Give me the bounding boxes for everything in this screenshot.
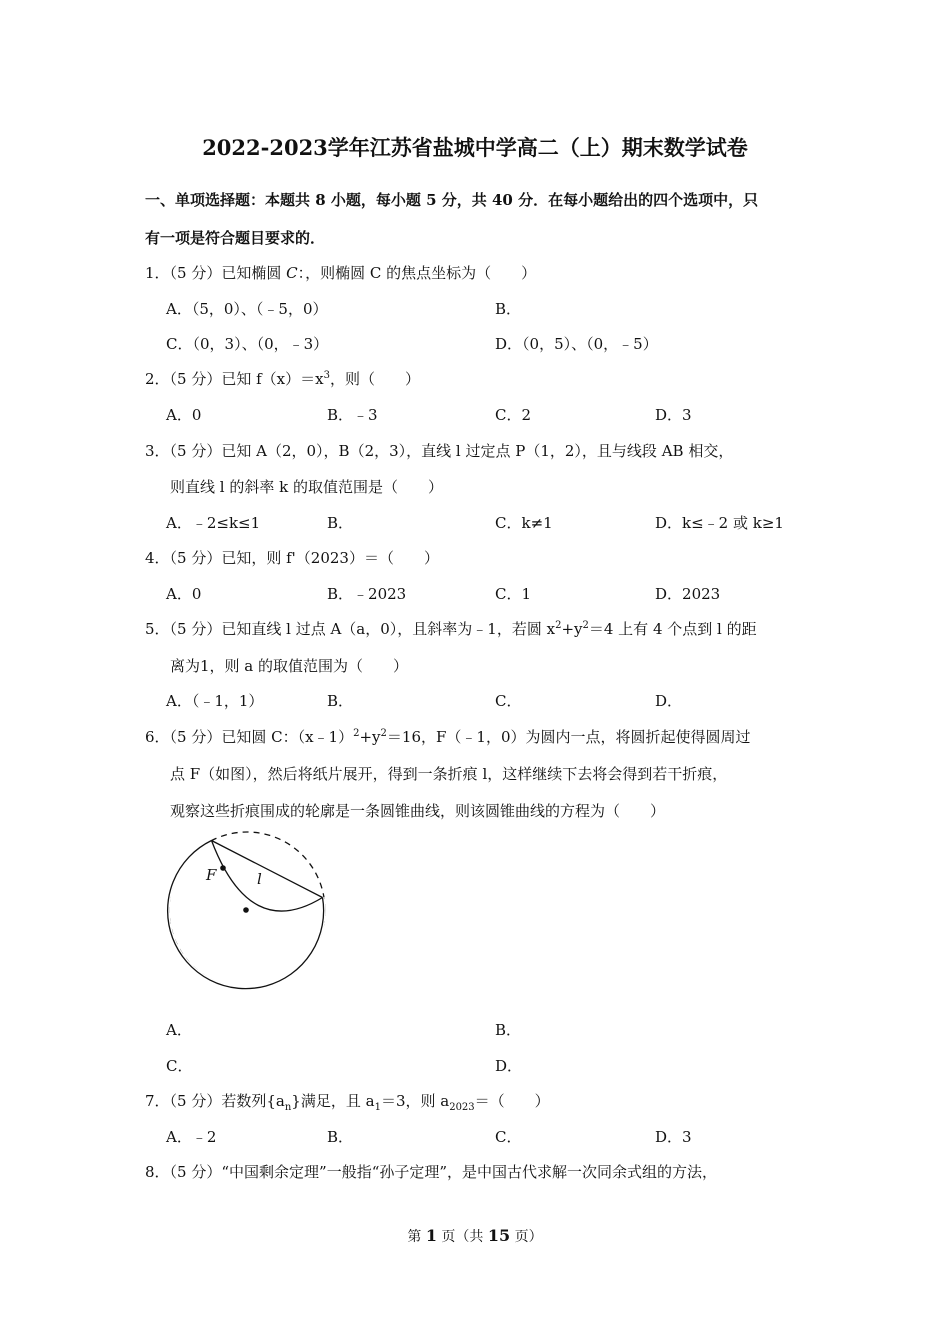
question-1-var: C bbox=[286, 264, 298, 282]
question-2-prefix: 2．（5 分）已知 f（x）＝x bbox=[145, 370, 324, 388]
question-3-option-a: A．﹣2≤k≤1 bbox=[166, 514, 261, 532]
footer-mid: 页（共 bbox=[436, 1229, 488, 1245]
folded-circle-figure bbox=[160, 822, 340, 1000]
section-heading-line2: 有一项是符合题目要求的． bbox=[145, 229, 326, 247]
question-5-line1a: 5．（5 分）已知直线 l 过点 A（a，0），且斜率为﹣1，若圆 x bbox=[145, 620, 556, 638]
question-5-stem-line2: 离为1，则 a 的取值范围为（ ） bbox=[170, 657, 409, 675]
question-2-option-c: C．2 bbox=[495, 406, 532, 424]
question-6-line1b: +y bbox=[359, 728, 381, 746]
question-1-stem bbox=[145, 262, 536, 283]
circle-solid-arc bbox=[168, 841, 324, 989]
question-7-option-d: D．3 bbox=[655, 1128, 692, 1146]
question-6-sup1: 2 bbox=[353, 728, 360, 739]
question-1-option-a: A．（5，0）、（﹣5，0） bbox=[166, 300, 328, 318]
question-2-stem bbox=[145, 368, 420, 389]
question-7-suffix: ＝（ ） bbox=[474, 1092, 550, 1110]
question-7-sub1: n bbox=[284, 1102, 292, 1113]
question-3-stem-line2: 则直线 l 的斜率 k 的取值范围是（ ） bbox=[170, 478, 443, 496]
question-7-prefix: 7．（5 分）若数列{a bbox=[145, 1092, 285, 1110]
question-6-stem-line3: 观察这些折痕围成的轮廓是一条圆锥曲线，则该圆锥曲线的方程为（ ） bbox=[170, 802, 666, 820]
question-6-line1c: ＝16，F（﹣1，0）为圆内一点，将圆折起使得圆周过 bbox=[386, 728, 751, 746]
question-6-stem-line2: 点 F（如图），然后将纸片展开，得到一条折痕 l，这样继续下去将会得到若干折痕， bbox=[170, 765, 728, 783]
question-3-stem-line1: 3．（5 分）已知 A（2，0），B（2，3），直线 l 过定点 P（1，2），且与线段 AB 相交， bbox=[145, 442, 734, 460]
question-2-suffix: ，则（ ） bbox=[329, 370, 420, 388]
question-5-option-a: A．（﹣1，1） bbox=[166, 692, 264, 710]
question-6-option-a: A． bbox=[166, 1021, 192, 1039]
question-3-option-d: D．k≤﹣2 或 k≥1 bbox=[655, 514, 784, 532]
question-4-stem: 4．（5 分）已知，则 f'（2023）＝（ ） bbox=[145, 549, 439, 567]
question-4-option-b: B．﹣2023 bbox=[327, 585, 407, 603]
question-3-option-b: B． bbox=[327, 514, 354, 532]
question-5-stem-line1 bbox=[145, 618, 757, 639]
question-7-mid1: }满足，且 a bbox=[291, 1092, 375, 1110]
footer-page-number: 1 bbox=[425, 1226, 437, 1245]
section-heading-line1: 一、单项选择题：本题共 8 小题，每小题 5 分，共 40 分．在每小题给出的四个选项中，只 bbox=[145, 191, 759, 209]
question-2-option-b: B．﹣3 bbox=[327, 406, 378, 424]
question-1-option-d: D．（0，5）、（0，﹣5） bbox=[495, 335, 658, 353]
question-7-sub3: 2023 bbox=[449, 1102, 475, 1113]
question-5-sup1: 2 bbox=[555, 620, 562, 631]
question-6-stem-line1 bbox=[145, 726, 751, 747]
page-title: 2022-2023学年江苏省盐城中学高二（上）期末数学试卷 bbox=[202, 135, 748, 160]
footer-pre: 第 bbox=[407, 1229, 426, 1245]
question-5-sup2: 2 bbox=[582, 620, 589, 631]
question-7-option-b: B． bbox=[327, 1128, 354, 1146]
question-6-option-c: C． bbox=[166, 1057, 193, 1075]
label-f: F bbox=[206, 866, 217, 884]
question-1-option-b: B． bbox=[495, 300, 522, 318]
question-8-stem-line1: 8．（5 分）“中国剩余定理”一般指“孙子定理”，是中国古代求解一次同余式组的方法， bbox=[145, 1163, 718, 1181]
question-5-line1c: ＝4 上有 4 个点到 l 的距 bbox=[588, 620, 757, 638]
footer-post: 页） bbox=[510, 1229, 543, 1245]
crease-line bbox=[212, 841, 323, 898]
question-7-option-c: C． bbox=[495, 1128, 522, 1146]
question-2-option-d: D．3 bbox=[655, 406, 692, 424]
question-2-option-a: A．0 bbox=[166, 406, 202, 424]
question-7-sub2: 1 bbox=[374, 1102, 381, 1113]
footer-total-pages: 15 bbox=[487, 1226, 511, 1245]
question-4-option-a: A．0 bbox=[166, 585, 202, 603]
question-7-mid2: ＝3，则 a bbox=[380, 1092, 450, 1110]
question-6-sup2: 2 bbox=[380, 728, 387, 739]
question-6-option-b: B． bbox=[495, 1021, 522, 1039]
question-1-option-c: C．（0，3）、（0，﹣3） bbox=[166, 335, 329, 353]
question-1-prefix: 1．（5 分）已知椭圆 bbox=[145, 264, 287, 282]
question-2-sup: 3 bbox=[323, 370, 330, 381]
folded-arc bbox=[212, 841, 323, 912]
question-5-option-c: C． bbox=[495, 692, 522, 710]
question-4-option-d: D．2023 bbox=[655, 585, 721, 603]
page-footer bbox=[0, 1226, 950, 1246]
label-l: l bbox=[257, 870, 262, 888]
question-1-suffix: ：，则椭圆 C 的焦点坐标为（ ） bbox=[297, 264, 537, 282]
question-5-option-d: D． bbox=[655, 692, 683, 710]
question-7-stem bbox=[145, 1090, 550, 1111]
circle-center-point bbox=[243, 907, 249, 913]
question-4-option-c: C．1 bbox=[495, 585, 532, 603]
question-5-line1b: +y bbox=[561, 620, 583, 638]
question-6-line1a: 6．（5 分）已知圆 C：（x﹣1） bbox=[145, 728, 354, 746]
question-3-option-c: C．k≠1 bbox=[495, 514, 553, 532]
question-5-option-b: B． bbox=[327, 692, 354, 710]
question-6-option-d: D． bbox=[495, 1057, 523, 1075]
point-f bbox=[220, 865, 226, 871]
question-7-option-a: A．﹣2 bbox=[166, 1128, 217, 1146]
